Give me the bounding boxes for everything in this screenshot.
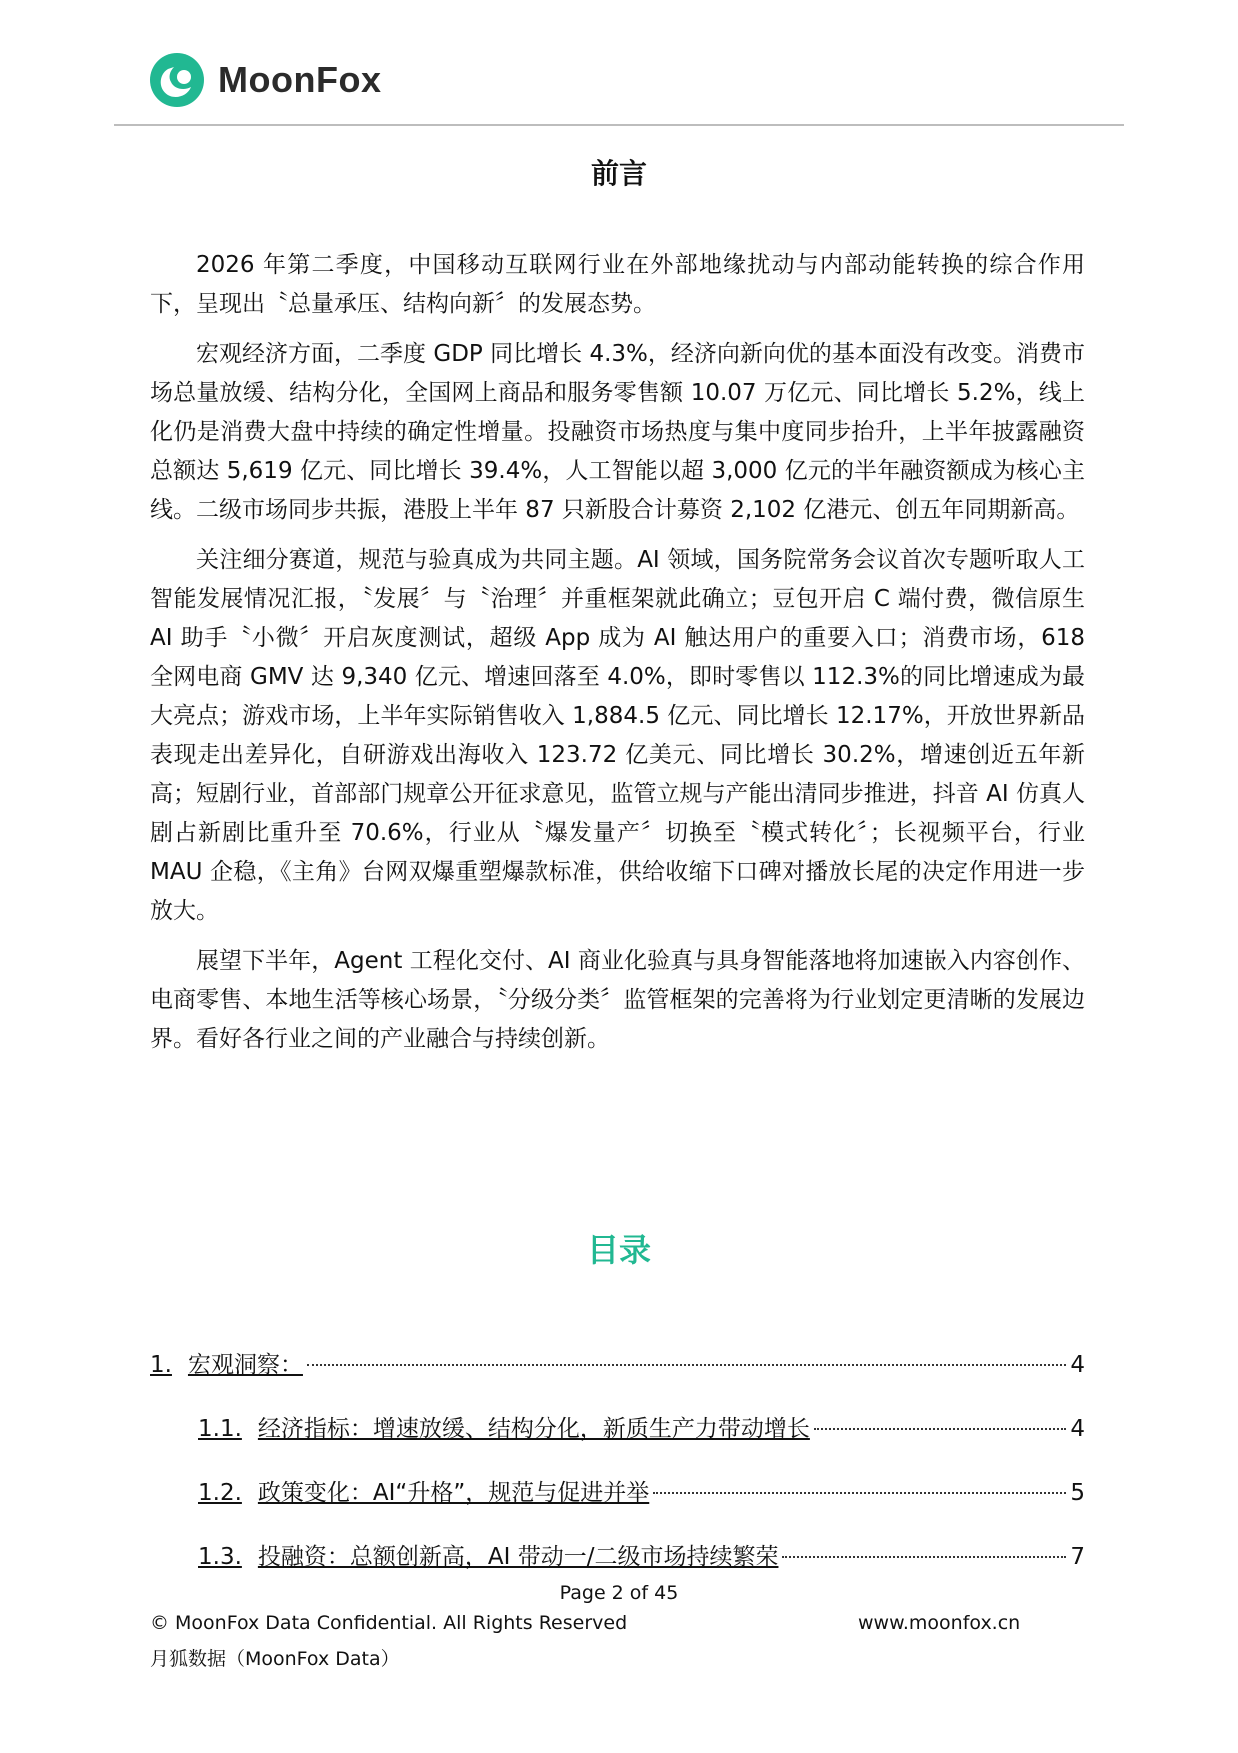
toc-entry-text[interactable]: 政策变化：AI“升格”，规范与促进并举 bbox=[257, 1480, 650, 1506]
preface-paragraph: 关注细分赛道，规范与验真成为共同主题。AI 领域，国务院常务会议首次专题听取人工智能发展情况汇报，〝发展〞与〝治理〞并重框架就此确立；豆包开启 C 端付费，微信原生 AI 助手〝小微〞开启灰度测试，超级 App 成为 AI 触达用户的重要入口；消费市场，618 全网电商 GMV 达 9,340 亿元、增速回落至 4.0%，即时零售以 112.3%的同比增速成为最大亮点；游戏市场，上半年实际销售收入 1,884.5 亿元、同比增长 12.17%，开放世界新品表现走出差异化，自研游戏出海收入 123.72 亿美元、同比增长 30.2%，增速创近五年新高；短剧行业，首部部门规章公开征求意见，监管立规与产能出清同步推进，抖音 AI 仿真人剧占新剧比重升至 70.6%，行业从〝爆发量产〞切换至〝模式转化〞；长视频平台，行业 MAU 企稳，《主角》台网双爆重塑爆款标准，供给收缩下口碑对播放长尾的决定作用进一步放大。 bbox=[150, 547, 1085, 924]
toc-entry-number[interactable]: 1. bbox=[150, 1352, 172, 1378]
toc-leader-dots bbox=[814, 1428, 1066, 1430]
header-divider bbox=[114, 124, 1124, 126]
toc-entry[interactable] bbox=[198, 1474, 1085, 1508]
toc-entry-page: 4 bbox=[1070, 1352, 1085, 1378]
toc-entry-number[interactable]: 1.2. bbox=[198, 1480, 242, 1506]
company-name-cn: 月狐数据（MoonFox Data） bbox=[150, 1648, 400, 1670]
preface-title: 前言 bbox=[590, 157, 647, 190]
toc-entry-number[interactable]: 1.1. bbox=[198, 1416, 242, 1442]
toc-entry-page: 5 bbox=[1070, 1480, 1085, 1506]
page-number: Page 2 of 45 bbox=[559, 1582, 679, 1604]
toc-entry-page: 4 bbox=[1070, 1416, 1085, 1442]
toc-entry-text[interactable]: 经济指标：增速放缓、结构分化，新质生产力带动增长 bbox=[257, 1416, 810, 1442]
website-link[interactable]: www.moonfox.cn bbox=[858, 1612, 1021, 1634]
toc-entry-text[interactable]: 宏观洞察： bbox=[187, 1352, 303, 1378]
preface-paragraph: 2026 年第二季度，中国移动互联网行业在外部地缘扰动与内部动能转换的综合作用下，呈现出〝总量承压、结构向新〞的发展态势。 bbox=[150, 252, 1085, 317]
brand-name: MoonFox bbox=[218, 59, 382, 100]
toc-entry[interactable] bbox=[150, 1346, 1085, 1380]
toc-title: 目录 bbox=[586, 1231, 651, 1269]
moonfox-logo-icon bbox=[148, 51, 206, 109]
copyright-notice: © MoonFox Data Confidential. All Rights Reserved bbox=[150, 1612, 628, 1634]
toc-leader-dots bbox=[653, 1492, 1066, 1494]
toc-leader-dots bbox=[307, 1364, 1066, 1366]
header bbox=[148, 48, 381, 112]
preface-paragraph: 展望下半年，Agent 工程化交付、AI 商业化验真与具身智能落地将加速嵌入内容创作、电商零售、本地生活等核心场景，〝分级分类〞监管框架的完善将为行业划定更清晰的发展边界。看好各行业之间的产业融合与持续创新。 bbox=[150, 948, 1085, 1052]
toc-entry[interactable] bbox=[198, 1538, 1085, 1572]
toc-entry-number[interactable]: 1.3. bbox=[198, 1544, 242, 1570]
toc-entry-text[interactable]: 投融资：总额创新高，AI 带动一/二级市场持续繁荣 bbox=[257, 1544, 779, 1570]
toc-leader-dots bbox=[782, 1556, 1066, 1558]
preface-body bbox=[150, 246, 1085, 1070]
toc-entry-page: 7 bbox=[1070, 1544, 1085, 1570]
toc-entry[interactable] bbox=[198, 1410, 1085, 1444]
preface-paragraph: 宏观经济方面，二季度 GDP 同比增长 4.3%，经济向新向优的基本面没有改变。消费市场总量放缓、结构分化，全国网上商品和服务零售额 10.07 万亿元、同比增长 5.2%，线上化仍是消费大盘中持续的确定性增量。投融资市场热度与集中度同步抬升，上半年披露融资总额达 5,619 亿元、同比增长 39.4%，人工智能以超 3,000 亿元的半年融资额成为核心主线。二级市场同步共振，港股上半年 87 只新股合计募资 2,102 亿港元、创五年同期新高。 bbox=[150, 341, 1085, 523]
